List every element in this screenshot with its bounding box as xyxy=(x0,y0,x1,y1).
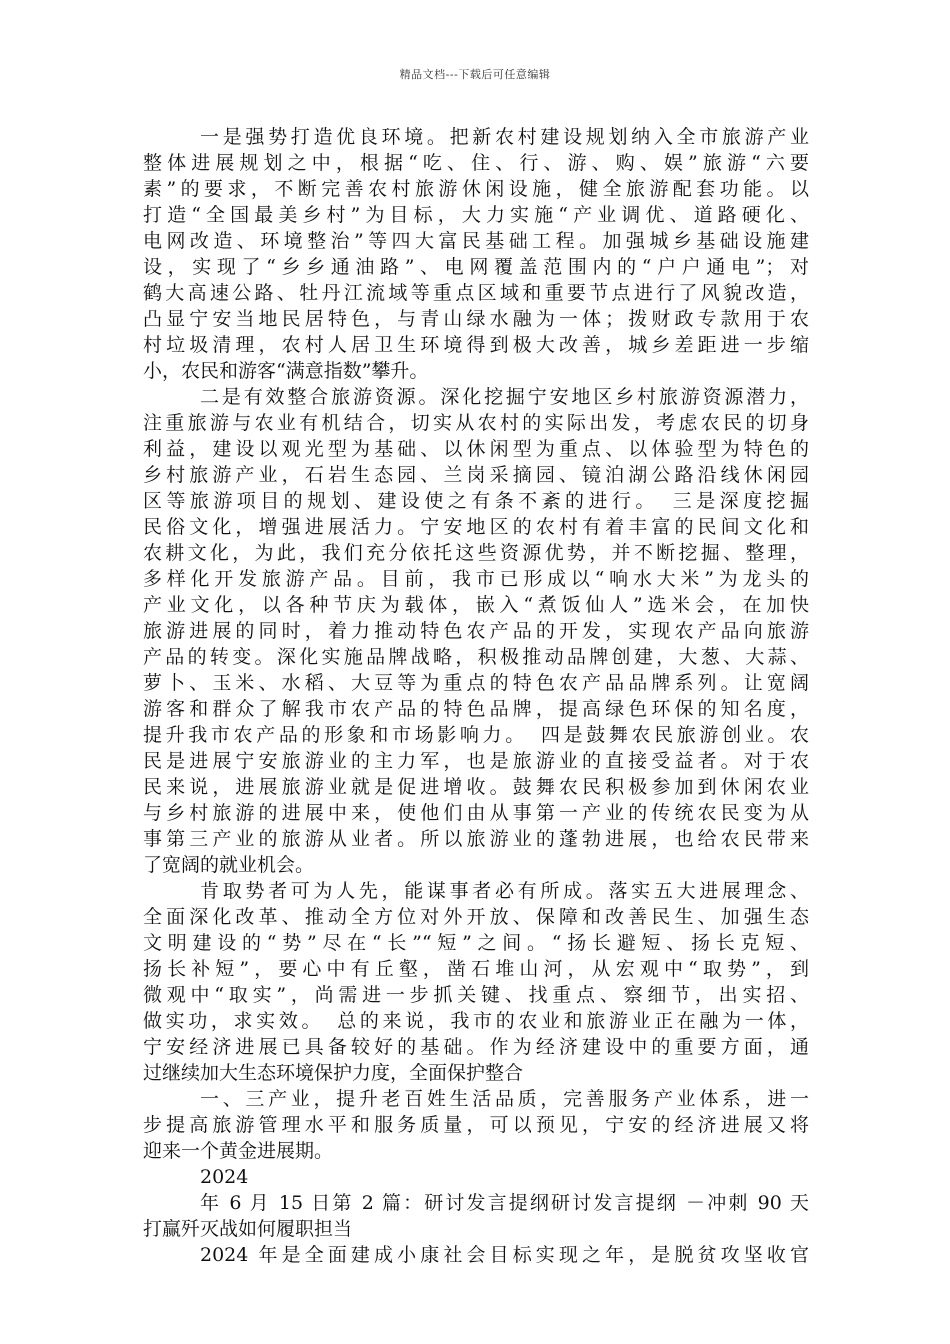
text-line: 注重旅游与农业有机结合，切实从农村的实际出发，考虑农民的切身 xyxy=(143,412,809,434)
text-line: 设，实现了“乡乡通油路”、电网覆盖范围内的“户户通电”；对 xyxy=(143,256,809,278)
text-line: 电网改造、环境整治”等四大富民基础工程。加强城乡基础设施建 xyxy=(143,230,809,252)
text-line: 旅游进展的同时，着力推动特色农产品的开发，实现农产品向旅游 xyxy=(143,620,809,642)
text-line: 民俗文化，增强进展活力。宁安地区的农村有着丰富的民间文化和 xyxy=(143,516,809,538)
text-line: 事第三产业的旅游从业者。所以旅游业的蓬勃进展，也给农民带来 xyxy=(143,828,809,850)
paragraph-2 xyxy=(143,384,809,878)
text-line: 民是进展宁安旅游业的主力军，也是旅游业的直接受益者。对于农 xyxy=(143,750,809,772)
paragraph-4 xyxy=(143,1086,809,1164)
text-line: 扬长补短”，要心中有丘壑，凿石堆山河，从宏观中“取势”，到 xyxy=(143,958,809,980)
text-line: 萝卜、玉米、水稻、大豆等为重点的特色农产品品牌系列。让宽阔 xyxy=(143,672,809,694)
page-header: 精品文档---下载后可任意编辑 xyxy=(399,68,551,81)
text-line: 与乡村旅游的进展中来，使他们由从事第一产业的传统农民变为从 xyxy=(143,802,809,824)
text-line: 步提高旅游管理水平和服务质量，可以预见，宁安的经济进展又将 xyxy=(143,1114,809,1136)
text-line: 农耕文化，为此，我们充分依托这些资源优势，并不断挖掘、整理， xyxy=(143,542,809,564)
document-body xyxy=(143,124,809,1268)
text-line: 产品的转变。深化实施品牌战略，积极推动品牌创建，大葱、大蒜、 xyxy=(143,646,809,668)
text-line: 文明建设的“势”尽在“长”“短”之间。“扬长避短、扬长克短、 xyxy=(143,932,809,954)
text-line: 肯取势者可为人先，能谋事者必有所成。落实五大进展理念、 xyxy=(200,880,809,902)
text-line: 微观中“取实”，尚需进一步抓关键、找重点、察细节，出实招、 xyxy=(143,984,809,1006)
text-line: 2024 xyxy=(200,1166,249,1188)
text-line: 一是强势打造优良环境。把新农村建设规划纳入全市旅游产业 xyxy=(200,126,809,148)
text-line: 素”的要求，不断完善农村旅游休闲设施，健全旅游配套功能。以 xyxy=(143,178,809,200)
text-line: 做实功，求实效。 总的来说，我市的农业和旅游业正在融为一体， xyxy=(143,1010,809,1032)
paragraph-1 xyxy=(143,124,809,384)
text-line: 迎来一个黄金进展期。 xyxy=(143,1140,334,1162)
text-line: 了宽阔的就业机会。 xyxy=(143,854,315,876)
text-line: 村垃圾清理，农村人居卫生环境得到极大改善，城乡差距进一步缩 xyxy=(143,334,809,356)
text-line: 乡村旅游产业，石岩生态园、兰岗采摘园、镜泊湖公路沿线休闲园 xyxy=(143,464,809,486)
text-line: 产业文化，以各种节庆为载体，嵌入“煮饭仙人”选米会，在加快 xyxy=(143,594,809,616)
text-line: 民来说，进展旅游业就是促进增收。鼓舞农民积极参加到休闲农业 xyxy=(143,776,809,798)
text-line: 2024 年是全面建成小康社会目标实现之年，是脱贫攻坚收官 xyxy=(200,1244,809,1266)
text-line: 打造“全国最美乡村”为目标，大力实施“产业调优、道路硬化、 xyxy=(143,204,809,226)
text-line: 一、三产业，提升老百姓生活品质，完善服务产业体系，进一 xyxy=(200,1088,809,1110)
text-line: 鹤大高速公路、牡丹江流域等重点区域和重要节点进行了风貌改造， xyxy=(143,282,809,304)
text-line: 区等旅游项目的规划、建设使之有条不紊的进行。 三是深度挖掘 xyxy=(143,490,809,512)
text-line: 小，农民和游客“满意指数”攀升。 xyxy=(143,360,429,382)
text-line: 提升我市农产品的形象和市场影响力。 四是鼓舞农民旅游创业。农 xyxy=(143,724,809,746)
text-line: 二是有效整合旅游资源。深化挖掘宁安地区乡村旅游资源潜力， xyxy=(200,386,809,408)
text-line: 凸显宁安当地民居特色，与青山绿水融为一体；拨财政专款用于农 xyxy=(143,308,809,330)
text-line: 打赢歼灭战如何履职担当 xyxy=(143,1218,353,1240)
paragraph-7 xyxy=(143,1242,809,1268)
paragraph-5 xyxy=(143,1164,809,1190)
text-line: 年 6 月 15 日第 2 篇：研讨发言提纲研讨发言提纲 －冲刺 90 天 xyxy=(200,1192,809,1214)
text-line: 宁安经济进展已具备较好的基础。作为经济建设中的重要方面，通 xyxy=(143,1036,809,1058)
text-line: 全面深化改革、推动全方位对外开放、保障和改善民生、加强生态 xyxy=(143,906,809,928)
paragraph-6 xyxy=(143,1190,809,1242)
text-line: 过继续加大生态环境保护力度，全面保护整合 xyxy=(143,1062,524,1084)
text-line: 多样化开发旅游产品。目前，我市已形成以“响水大米”为龙头的 xyxy=(143,568,809,590)
text-line: 利益，建设以观光型为基础、以休闲型为重点、以体验型为特色的 xyxy=(143,438,809,460)
text-line: 游客和群众了解我市农产品的特色品牌，提高绿色环保的知名度， xyxy=(143,698,809,720)
paragraph-3 xyxy=(143,878,809,1086)
text-line: 整体进展规划之中，根据“吃、住、行、游、购、娱”旅游“六要 xyxy=(143,152,809,174)
